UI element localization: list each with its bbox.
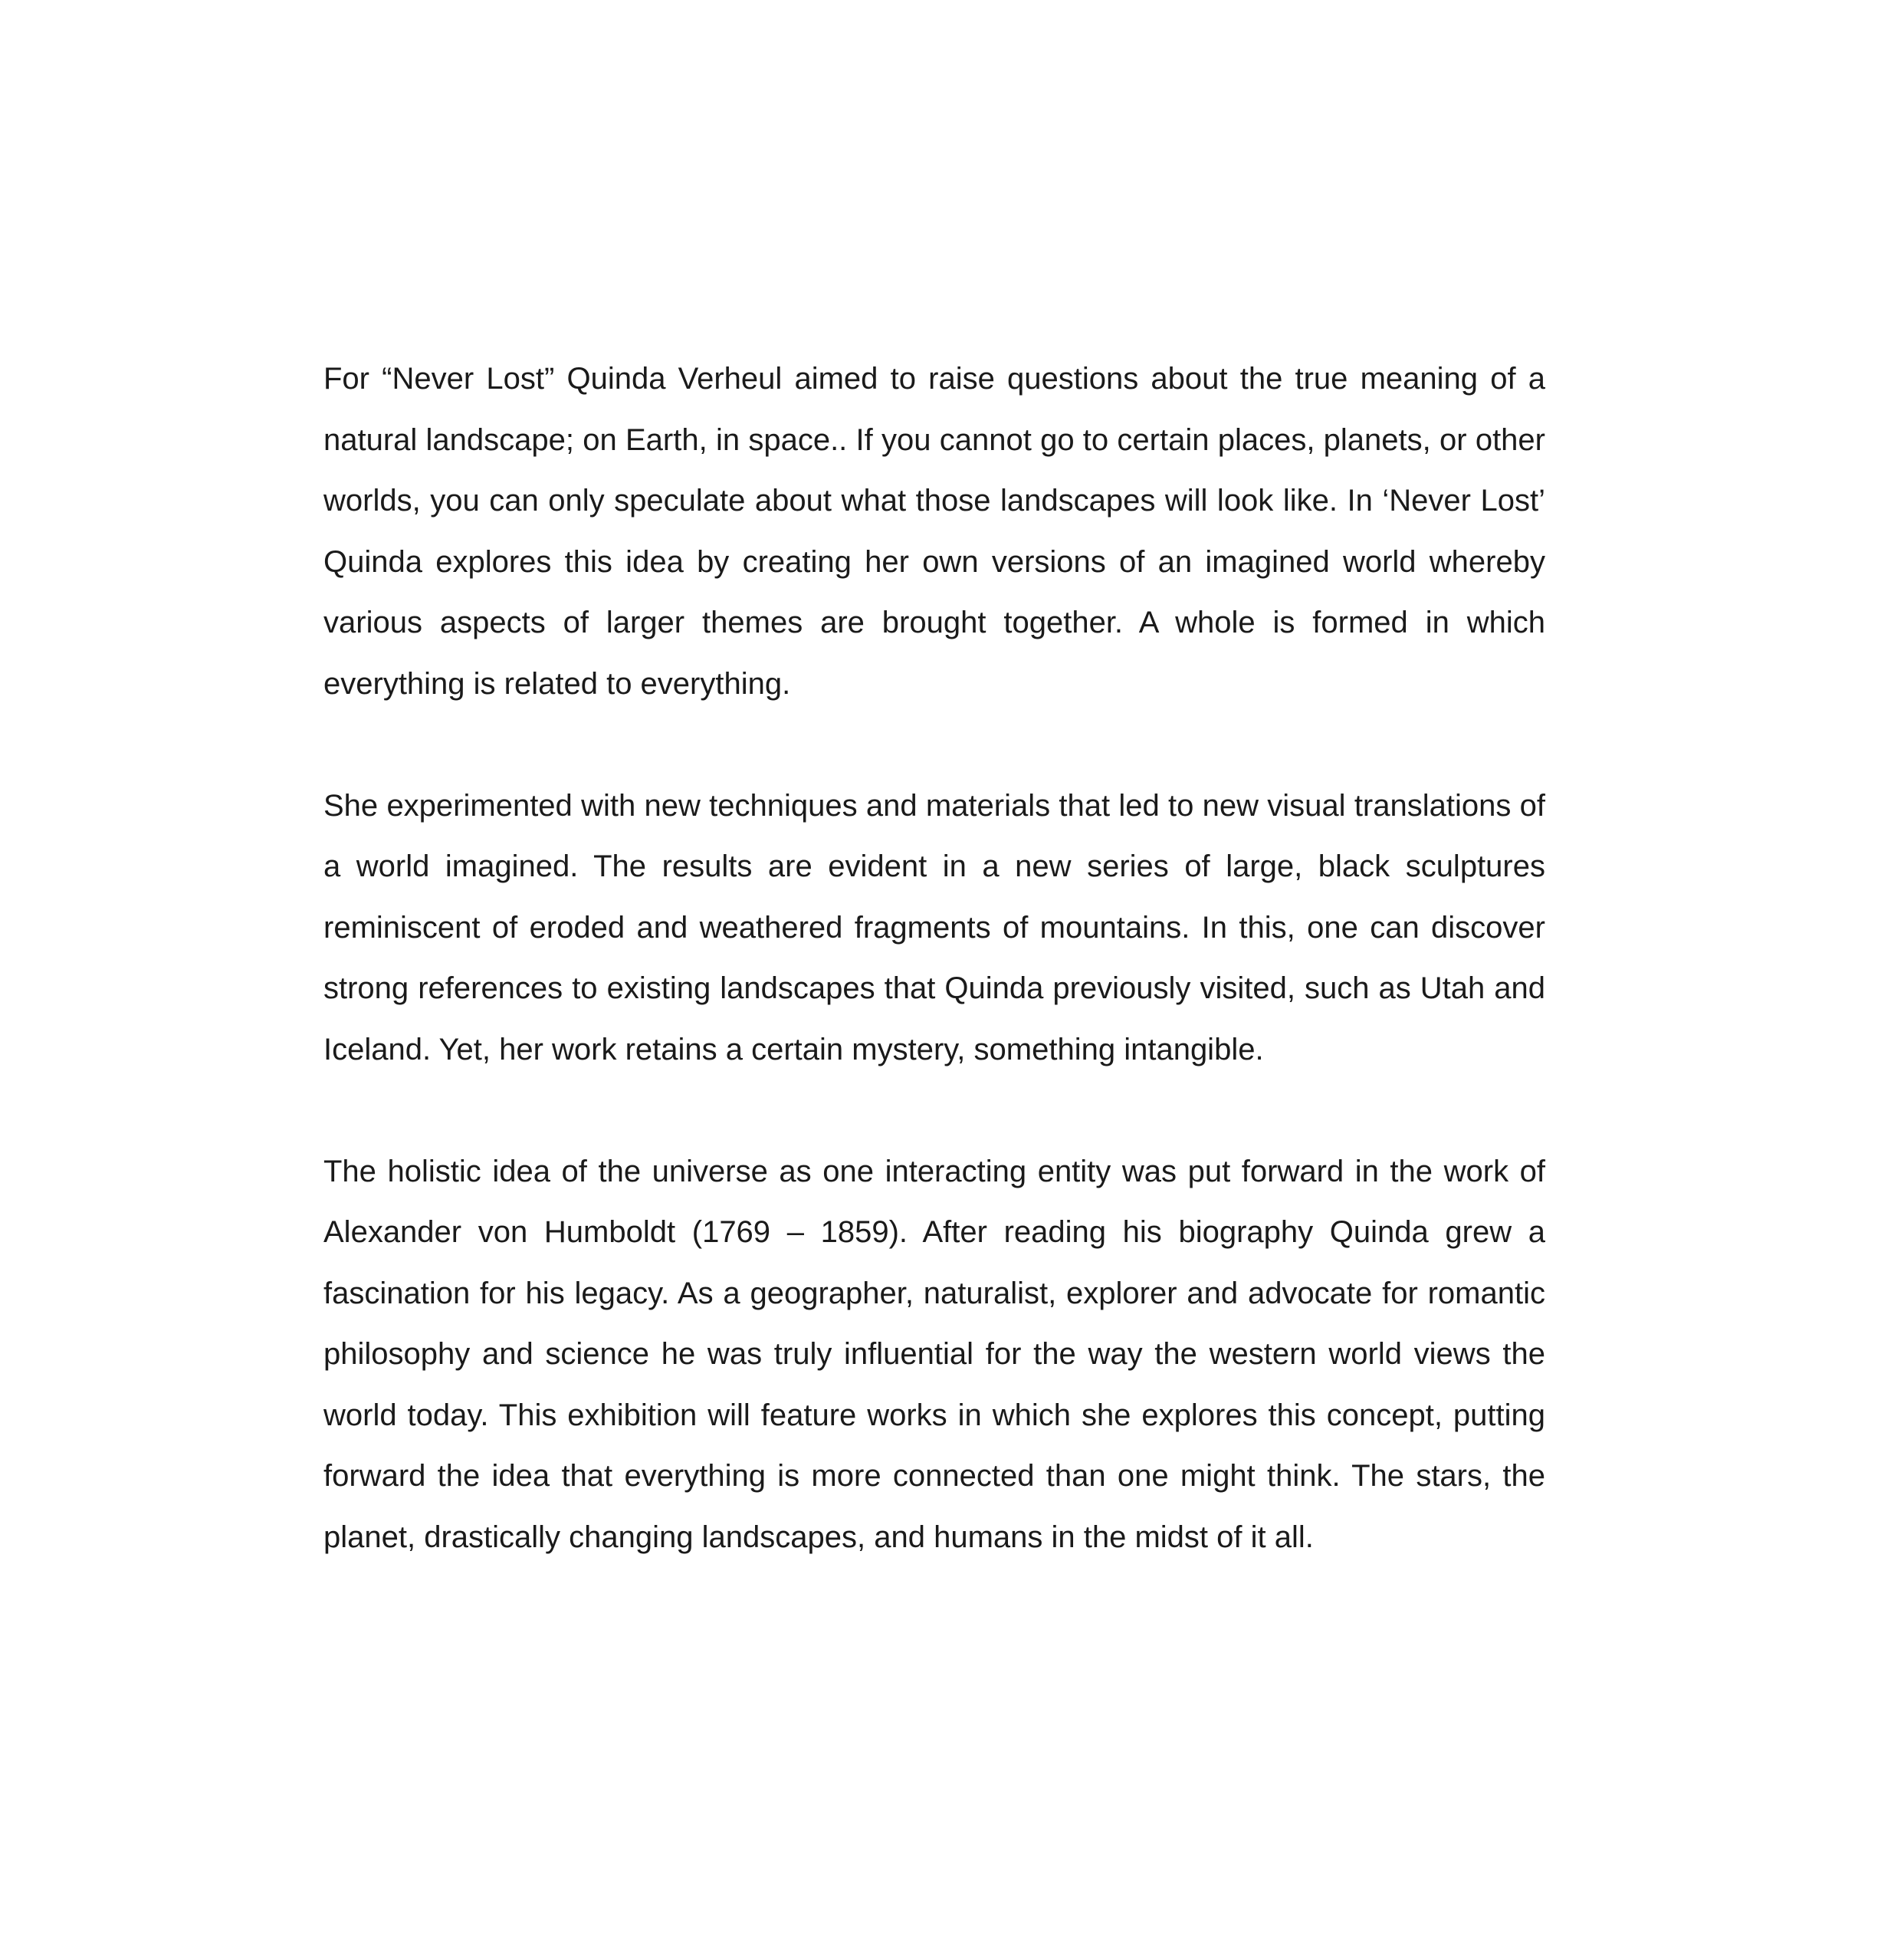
paragraph-3: The holistic idea of the universe as one interacting entity was put forward in the work of Alexander von Humboldt (1769 – 1859). After reading his biography Quinda grew a fascination for his legacy. As a geographer, naturalist, explorer and advocate for romantic philosophy and science he was truly influential for the way the western world views the world today. This exhibition will feature works in which she explores this concept, putting forward the idea that everything is more connected than one might think. The stars, the planet, drastically changing landscapes, and humans in the midst of it all. [323,1154,1545,1554]
body-text [323,349,1545,1568]
paragraph-2: She experimented with new techniques and materials that led to new visual translations of a world imagined. The results are evident in a new series of large, black sculptures reminiscent of eroded and weathered fragments of mountains. In this, one can discover strong references to existing landscapes that Quinda previously visited, such as Utah and Iceland. Yet, her work retains a certain mystery, something intangible. [323,788,1545,1066]
paragraph-1: For “Never Lost” Quinda Verheul aimed to raise questions about the true meaning of a natural landscape; on Earth, in space.. If you cannot go to certain places, planets, or other worlds, you can only speculate about what those landscapes will look like. In ‘Never Lost’ Quinda explores this idea by creating her own versions of an imagined world whereby various aspects of larger themes are brought together. A whole is formed in which everything is related to everything. [323,362,1545,701]
